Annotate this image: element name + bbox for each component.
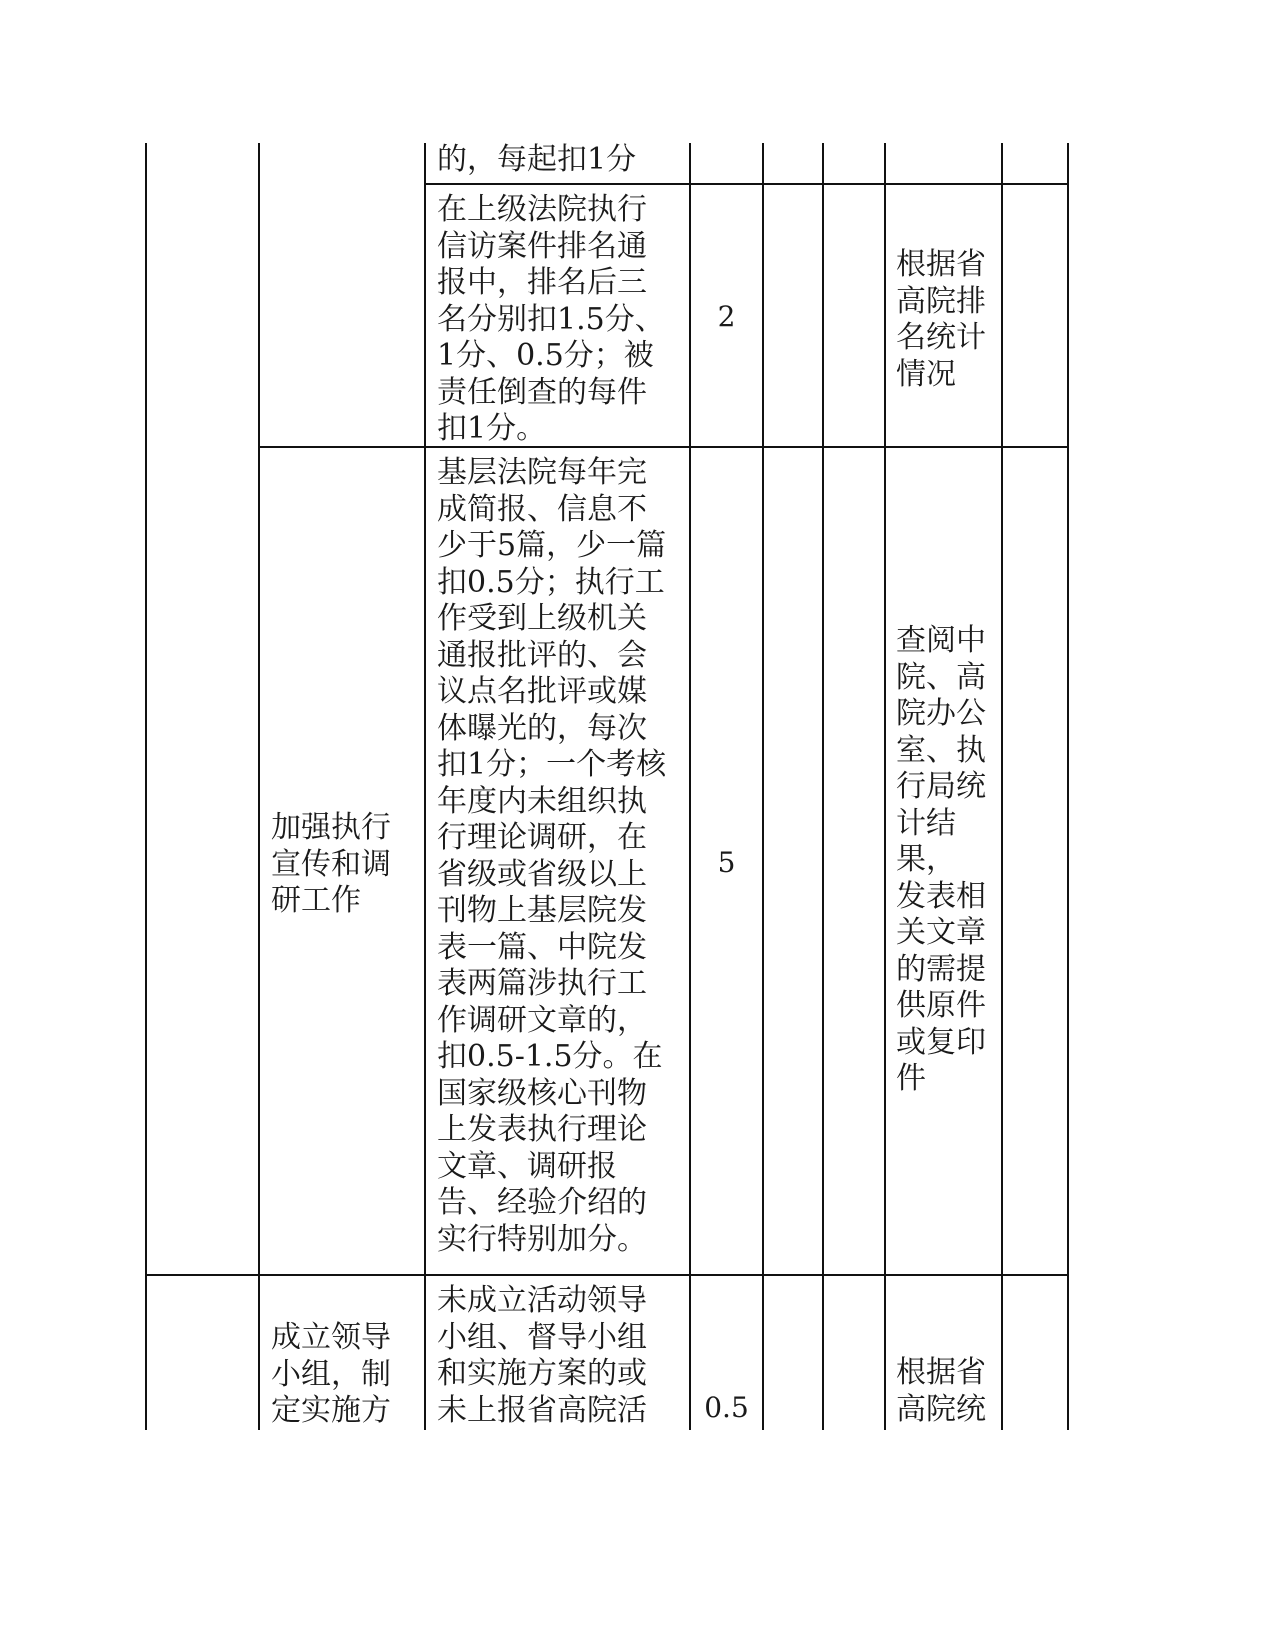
- score-cell: 5: [717, 846, 736, 879]
- column-divider: [424, 143, 426, 1430]
- column-divider: [258, 143, 260, 1430]
- table-border-right: [1067, 143, 1069, 1430]
- criteria-cell: 未成立活动领导 小组、督导小组 和实施方案的或 未上报省高院活: [437, 1283, 647, 1428]
- column-divider: [762, 143, 764, 1430]
- criteria-cell: 基层法院每年完 成简报、信息不 少于5篇，少一篇 扣0.5分；执行工 作受到上级机关 通报批评的、会 议点名批评或媒 体曝光的，每次 扣1分；一个考核 年度内未组织执 行理论调研，在 省级或省级以上 刊物上基层院发 表一篇、中院发 表两篇涉执行工 作调研文章的， 扣0.5-1.5分。在 国家级核心刊物 上发表执行理论 文章、调研报 告、经验介绍的 实行特别加分。: [437, 455, 667, 1257]
- row-divider: [424, 183, 1069, 185]
- item-cell: 加强执行 宣传和调 研工作: [271, 810, 391, 918]
- criteria-cell: 的，每起扣1分: [437, 142, 637, 177]
- table-border-left: [145, 143, 147, 1430]
- score-cell: 0.5: [704, 1391, 749, 1424]
- score-cell: 2: [717, 300, 736, 333]
- criteria-cell: 在上级法院执行 信访案件排名通 报中，排名后三 名分别扣1.5分、 1分、0.5分；被 责任倒查的每件 扣1分。: [437, 192, 665, 446]
- method-cell: 根据省 高院统: [896, 1355, 986, 1427]
- column-divider: [1001, 143, 1003, 1430]
- method-cell: 根据省 高院排 名统计 情况: [896, 247, 986, 392]
- row-divider: [145, 1274, 1069, 1276]
- method-cell: 查阅中 院、高 院办公 室、执 行局统 计结 果， 发表相 关文章 的需提 供原件 或复印 件: [896, 623, 986, 1096]
- column-divider: [822, 143, 824, 1430]
- item-cell: 成立领导 小组，制 定实施方: [271, 1320, 391, 1428]
- column-divider: [689, 143, 691, 1430]
- column-divider: [884, 143, 886, 1430]
